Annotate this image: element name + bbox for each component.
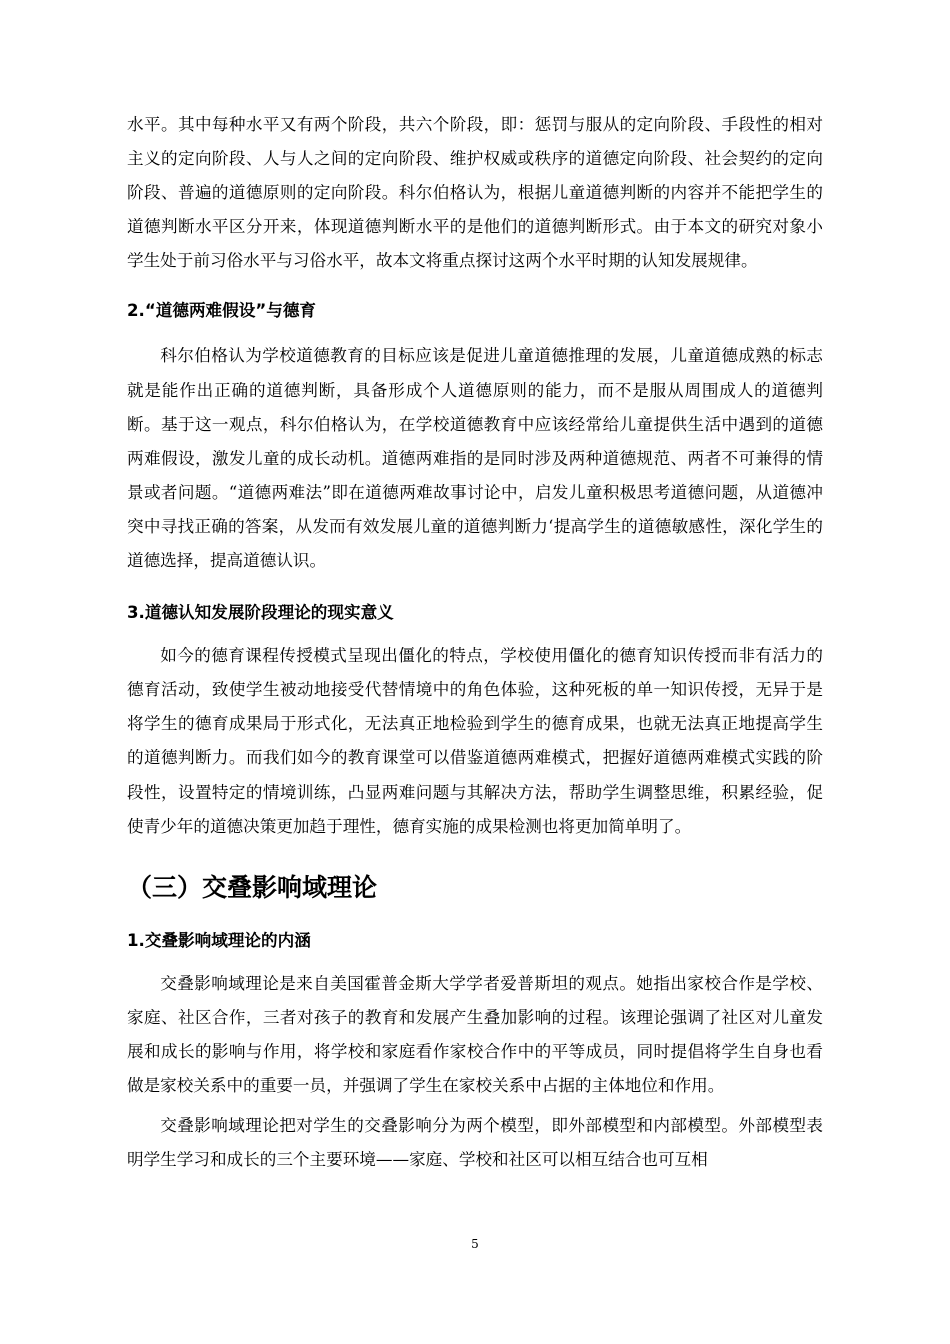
subheading-overlapping-spheres: 1.交叠影响域理论的内涵 [127, 930, 311, 950]
page-number: 5 [471, 1237, 479, 1251]
paragraph-moral-dilemma: 科尔伯格认为学校道德教育的目标应该是促进儿童道德推理的发展，儿童道德成熟的标志就是能作出正确的道德判断，具备形成个人道德原则的能力，而不是服从周围成人的道德判断。基于这一观点，科尔伯格认为，在学校道德教育中应该经常给儿童提供生活中遇到的道德两难假设，激发儿童的成长动机。道德两难指的是同时涉及两种道德规范、两者不可兼得的情景或者问题。“道德两难法”即在道德两难故事讨论中，启发儿童积极思考道德问题，从道德冲突中寻找正确的答案，从发而有效发展儿童的道德判断力‘提高学生的道德敏感性，深化学生的道德选择，提高道德认识。 [127, 346, 823, 571]
paragraph-models: 交叠影响域理论把对学生的交叠影响分为两个模型，即外部模型和内部模型。外部模型表明学生学习和成长的三个主要环境——家庭、学校和社区可以相互结合也可互相 [127, 1116, 823, 1170]
paragraph-practical-significance: 如今的德育课程传授模式呈现出僵化的特点，学校使用僵化的德育知识传授而非有活力的德育活动，致使学生被动地接受代替情境中的角色体验，这种死板的单一知识传授，无异于是将学生的德育成果局于形式化，无法真正地检验到学生的德育成果，也就无法真正地提高学生的道德判断力。而我们如今的教育课堂可以借鉴道德两难模式，把握好道德两难模式实践的阶段性，设置特定的情境训练，凸显两难问题与其解决方法，帮助学生调整思维，积累经验，促使青少年的道德决策更加趋于理性，德育实施的成果检测也将更加简单明了。 [127, 646, 823, 836]
paragraph-overlapping-spheres: 交叠影响域理论是来自美国霍普金斯大学学者爱普斯坦的观点。她指出家校合作是学校、家庭、社区合作，三者对孩子的教育和发展产生叠加影响的过程。该理论强调了社区对儿童发展和成长的影响与作用，将学校和家庭看作家校合作中的平等成员，同时提倡将学生自身也看做是家校关系中的重要一员，并强调了学生在家校关系中占据的主体地位和作用。 [127, 973, 823, 1095]
section-title: （三）交叠影响域理论 [127, 872, 378, 902]
subheading-practical-significance: 3.道德认知发展阶段理论的现实意义 [127, 603, 394, 623]
subheading-moral-dilemma: 2.“道德两难假设”与德育 [127, 301, 317, 321]
paragraph-stages: 水平。其中每种水平又有两个阶段，共六个阶段，即：惩罚与服从的定向阶段、手段性的相对主义的定向阶段、人与人之间的定向阶段、维护权威或秩序的道德定向阶段、社会契约的定向阶段、普遍的道德原则的定向阶段。科尔伯格认为，根据儿童道德判断的内容并不能把学生的道德判断水平区分开来，体现道德判断水平的是他们的道德判断形式。由于本文的研究对象小学生处于前习俗水平与习俗水平，故本文将重点探讨这两个水平时期的认知发展规律。 [127, 115, 823, 271]
page-content [127, 108, 823, 1177]
